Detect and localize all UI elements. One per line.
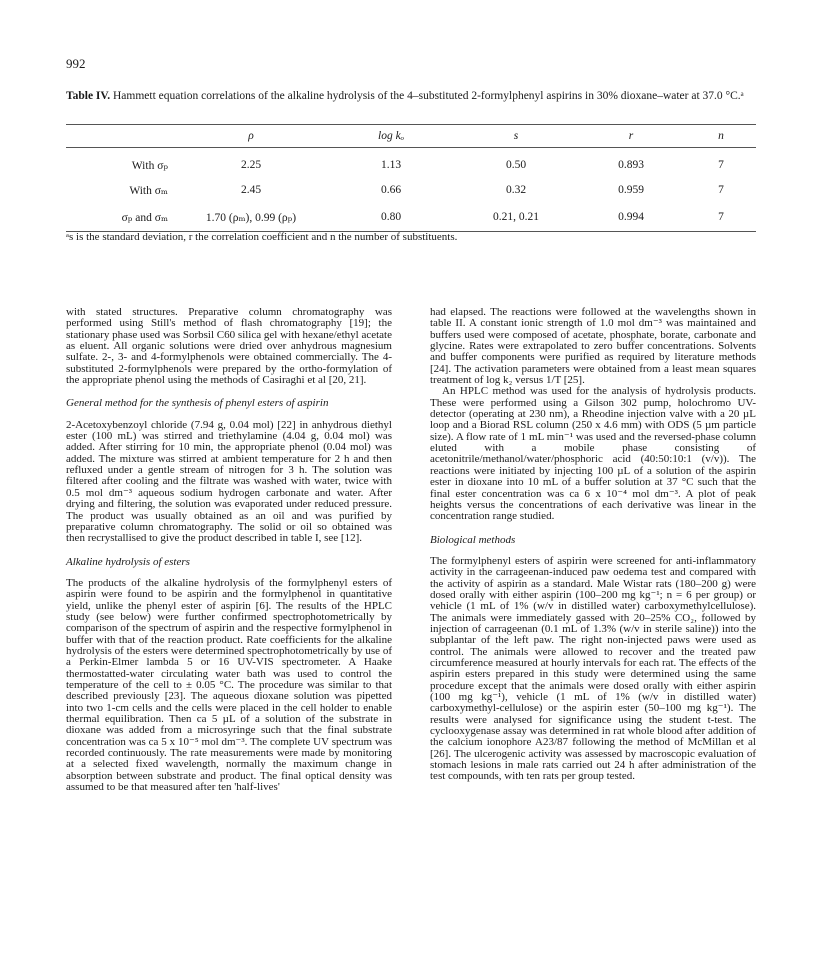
paragraph: The products of the alkaline hydrolysis of the formylphenyl esters of aspirin were found to be aspirin and the formylphenol in quantitative yield, unlike the phenyl ester of aspirin [6]. The results of the HPLC study (see below) were further confirmed spectrophotometrically by comparison of the spectrum of aspirin and the respective formylphenol in buffer with that of the reaction product. Rate coefficients for the alkaline hydrolysis of the esters were determined spectrophotometrically by use of a Perkin-Elmer lambda 5 or 16 UV-VIS spectrometer. A Haake thermostatted-water circulating water bath was used to control the temperature of the cell to ± 0.05 °C. The procedure was similar to that described previously [23]. The aqueous dioxane solution was pipetted into two 1-cm cells and the cells were placed in the cell holder to enable thermal equilibration. Then ca 5 µL of a solution of the substrate in dioxane was added from a microsyringe such that the final substrate concentration was ca 5 x 10⁻⁵ mol dm⁻³. The complete UV spectrum was recorded continuously. The rate measurements were made by monitoring at a selected fixed wavelength, normally the maximum change in absorption between substrate and product. The final optical density was assumed to be that measured after ten 'half-lives' xyxy=(66,576,392,794)
table-header-cell: r xyxy=(628,130,634,142)
table-header-cell: log kₒ xyxy=(378,130,404,142)
table-cell: σₚ and σₘ xyxy=(121,212,168,225)
table-footnote: ᵃs is the standard deviation, r the correlation coefficient and n the number of substituents. xyxy=(66,231,458,243)
paragraph: The formylphenyl esters of aspirin were screened for anti-inflammatory activity in the carrageenan-induced paw oedema test and compared with the activity of aspirin as a standard. Male Wistar rats (180–200 g) were dosed orally with either aspirin (100–200 mg kg⁻¹; n = 6 per group) or vehicle (1 mL of 1% (w/v in distilled water) carboxymethylcellulose). The animals were immediately gassed with 20–25% CO₂, followed by injection of carrageenan (0.1 mL of 1.3% (w/v in sterile saline)) into the subplantar of the left paw. The right non-injected paws were used as control. The animals were allowed to recover and the treated paw circumference measured at hourly intervals for each rat. The effects of the aspirin esters prepared in this study were determined using the same procedure except that the animals were dosed orally with either aspirin (100 mg kg⁻¹), vehicle (1 mL of 1% (w/v in distilled water) carboxymethyl-cellulose) or the aspirin ester (50–100 mg kg⁻¹). The results were analysed for significance using the student t-test. The cyclooxygenase assay was determined in rat whole blood after addition of the calcium ionophore A23/87 following the method of McMillan et al [26]. The ulcerogenic activity was assessed by macroscopic evaluation of stomach lesions in male rats carried out 24 h after administration of the test compounds, with ten rats per group tested. xyxy=(430,554,756,783)
table-cell: 0.893 xyxy=(618,158,644,171)
left-column xyxy=(66,307,392,793)
table-cell: 0.50 xyxy=(505,158,527,171)
section-heading: Alkaline hydrolysis of esters xyxy=(66,555,190,568)
table-cell: 1.70 (ρₘ), 0.99 (ρₚ) xyxy=(205,212,297,225)
table-cell: 7 xyxy=(718,158,724,171)
table-cell: 0.994 xyxy=(618,211,644,224)
table-cell: 0.21, 0.21 xyxy=(493,211,539,224)
table-header-row xyxy=(66,125,756,148)
table-cell: 0.66 xyxy=(380,183,402,196)
right-column xyxy=(430,307,756,783)
table-header-cell: n xyxy=(718,130,724,142)
hammett-table xyxy=(66,124,756,232)
table-caption xyxy=(66,90,756,103)
table-row xyxy=(66,204,756,232)
table-cell: 7 xyxy=(718,211,724,224)
paragraph: 2-Acetoxybenzoyl chloride (7.94 g, 0.04 mol) [22] in anhydrous diethyl ester (100 mL) was stirred and triethylamine (4.04 g, 0.04 mol) was added. After stirring for 10 min, the appropriate phenol (0.04 mol) was added. The mixture was stirred at ambient temperature for 2 h and then refluxed under a gentle stream of nitrogen for 3 h. The solution was filtered after cooling and the filtrate was washed with water, twice with 0.5 mol dm⁻³ aqueous sodium hydrogen carbonate and water. After drying and filtering, the solution was evaporated under reduced pressure. The product was usually obtained as an oil and was purified by preparative column chromatography. The solid or oil so obtained was then recrystallised to give the product described in table I, see [12]. xyxy=(66,418,392,545)
paragraph: with stated structures. Preparative column chromatography was performed using Still's method of flash chromatography [19]; the stationary phase used was Sorbsil C60 silica gel with hexane/ethyl acetate as eluent. All organic solutions were dried over anhydrous magnesium sulfate. 2-, 3- and 4-formylphenols were obtained commercially. The 4-substituted 2-formylphenols were prepared by the ortho-formylation of the appropriate phenol using the methods of Casiraghi et al [20, 21]. xyxy=(66,306,392,387)
table-row xyxy=(66,148,756,176)
table-header-cell: ρ xyxy=(248,130,254,142)
table-cell: With σₘ xyxy=(129,184,168,197)
table-cell: 0.959 xyxy=(618,183,644,196)
paragraph: An HPLC method was used for the analysis of hydrolysis products. These were performed using a Gilson 302 pump, holochromo UV-detector (operating at 230 nm), a Rheodine injection valve with a 20 µL loop and a Biorad RSL column (250 x 4.6 mm) with ODS (5 µm particle size). A flow rate of 1 mL min⁻¹ was used and the reversed-phase column eluted with a mobile phase consisting of acetonitrile/methanol/water/phosphoric acid (40:50:10:1 (v/v)). The reactions were initiated by injecting 100 µL of a solution of the aspirin ester in dioxane into 10 mL of a buffer solution at 37 °C such that the final ester concentration was ca 6 x 10⁻⁴ mol dm⁻³. A plot of peak heights versus the concentrations of each derivative was linear in the concentration range studied. xyxy=(430,385,756,523)
table-cell: 0.80 xyxy=(380,211,402,224)
section-heading: Biological methods xyxy=(430,533,516,546)
table-header-cell: s xyxy=(513,130,519,142)
page-number: 992 xyxy=(66,56,86,71)
table-cell: 0.32 xyxy=(505,183,527,196)
paragraph: had elapsed. The reactions were followed at the wavelengths shown in table II. A constant ionic strength of 1.0 mol dm⁻³ was maintained and buffers used were composed of acetate, phosphate, borate, carbonate and glycine. Rates were extrapolated to zero buffer concentrations. Solvents and buffer components were purified as required by literature methods [24]. The activation parameters were obtained from a least mean squares treatment of log k₂ versus 1/T [25]. xyxy=(430,306,756,387)
table-caption-text: Hammett equation correlations of the alkaline hydrolysis of the 4–substituted 2-formylphenyl aspirins in 30% dioxane–water at 37.0 °C.ᵃ xyxy=(112,90,744,102)
table-label: Table IV. xyxy=(66,90,111,102)
table-cell: 7 xyxy=(718,183,724,196)
table-row xyxy=(66,176,756,204)
section-heading: General method for the synthesis of phenyl esters of aspirin xyxy=(66,397,329,410)
table-cell: 2.25 xyxy=(240,158,262,171)
table-cell: With σₚ xyxy=(131,159,168,172)
table-cell: 2.45 xyxy=(240,183,262,196)
table-header-cell xyxy=(66,125,176,148)
table-cell: 1.13 xyxy=(380,158,402,171)
